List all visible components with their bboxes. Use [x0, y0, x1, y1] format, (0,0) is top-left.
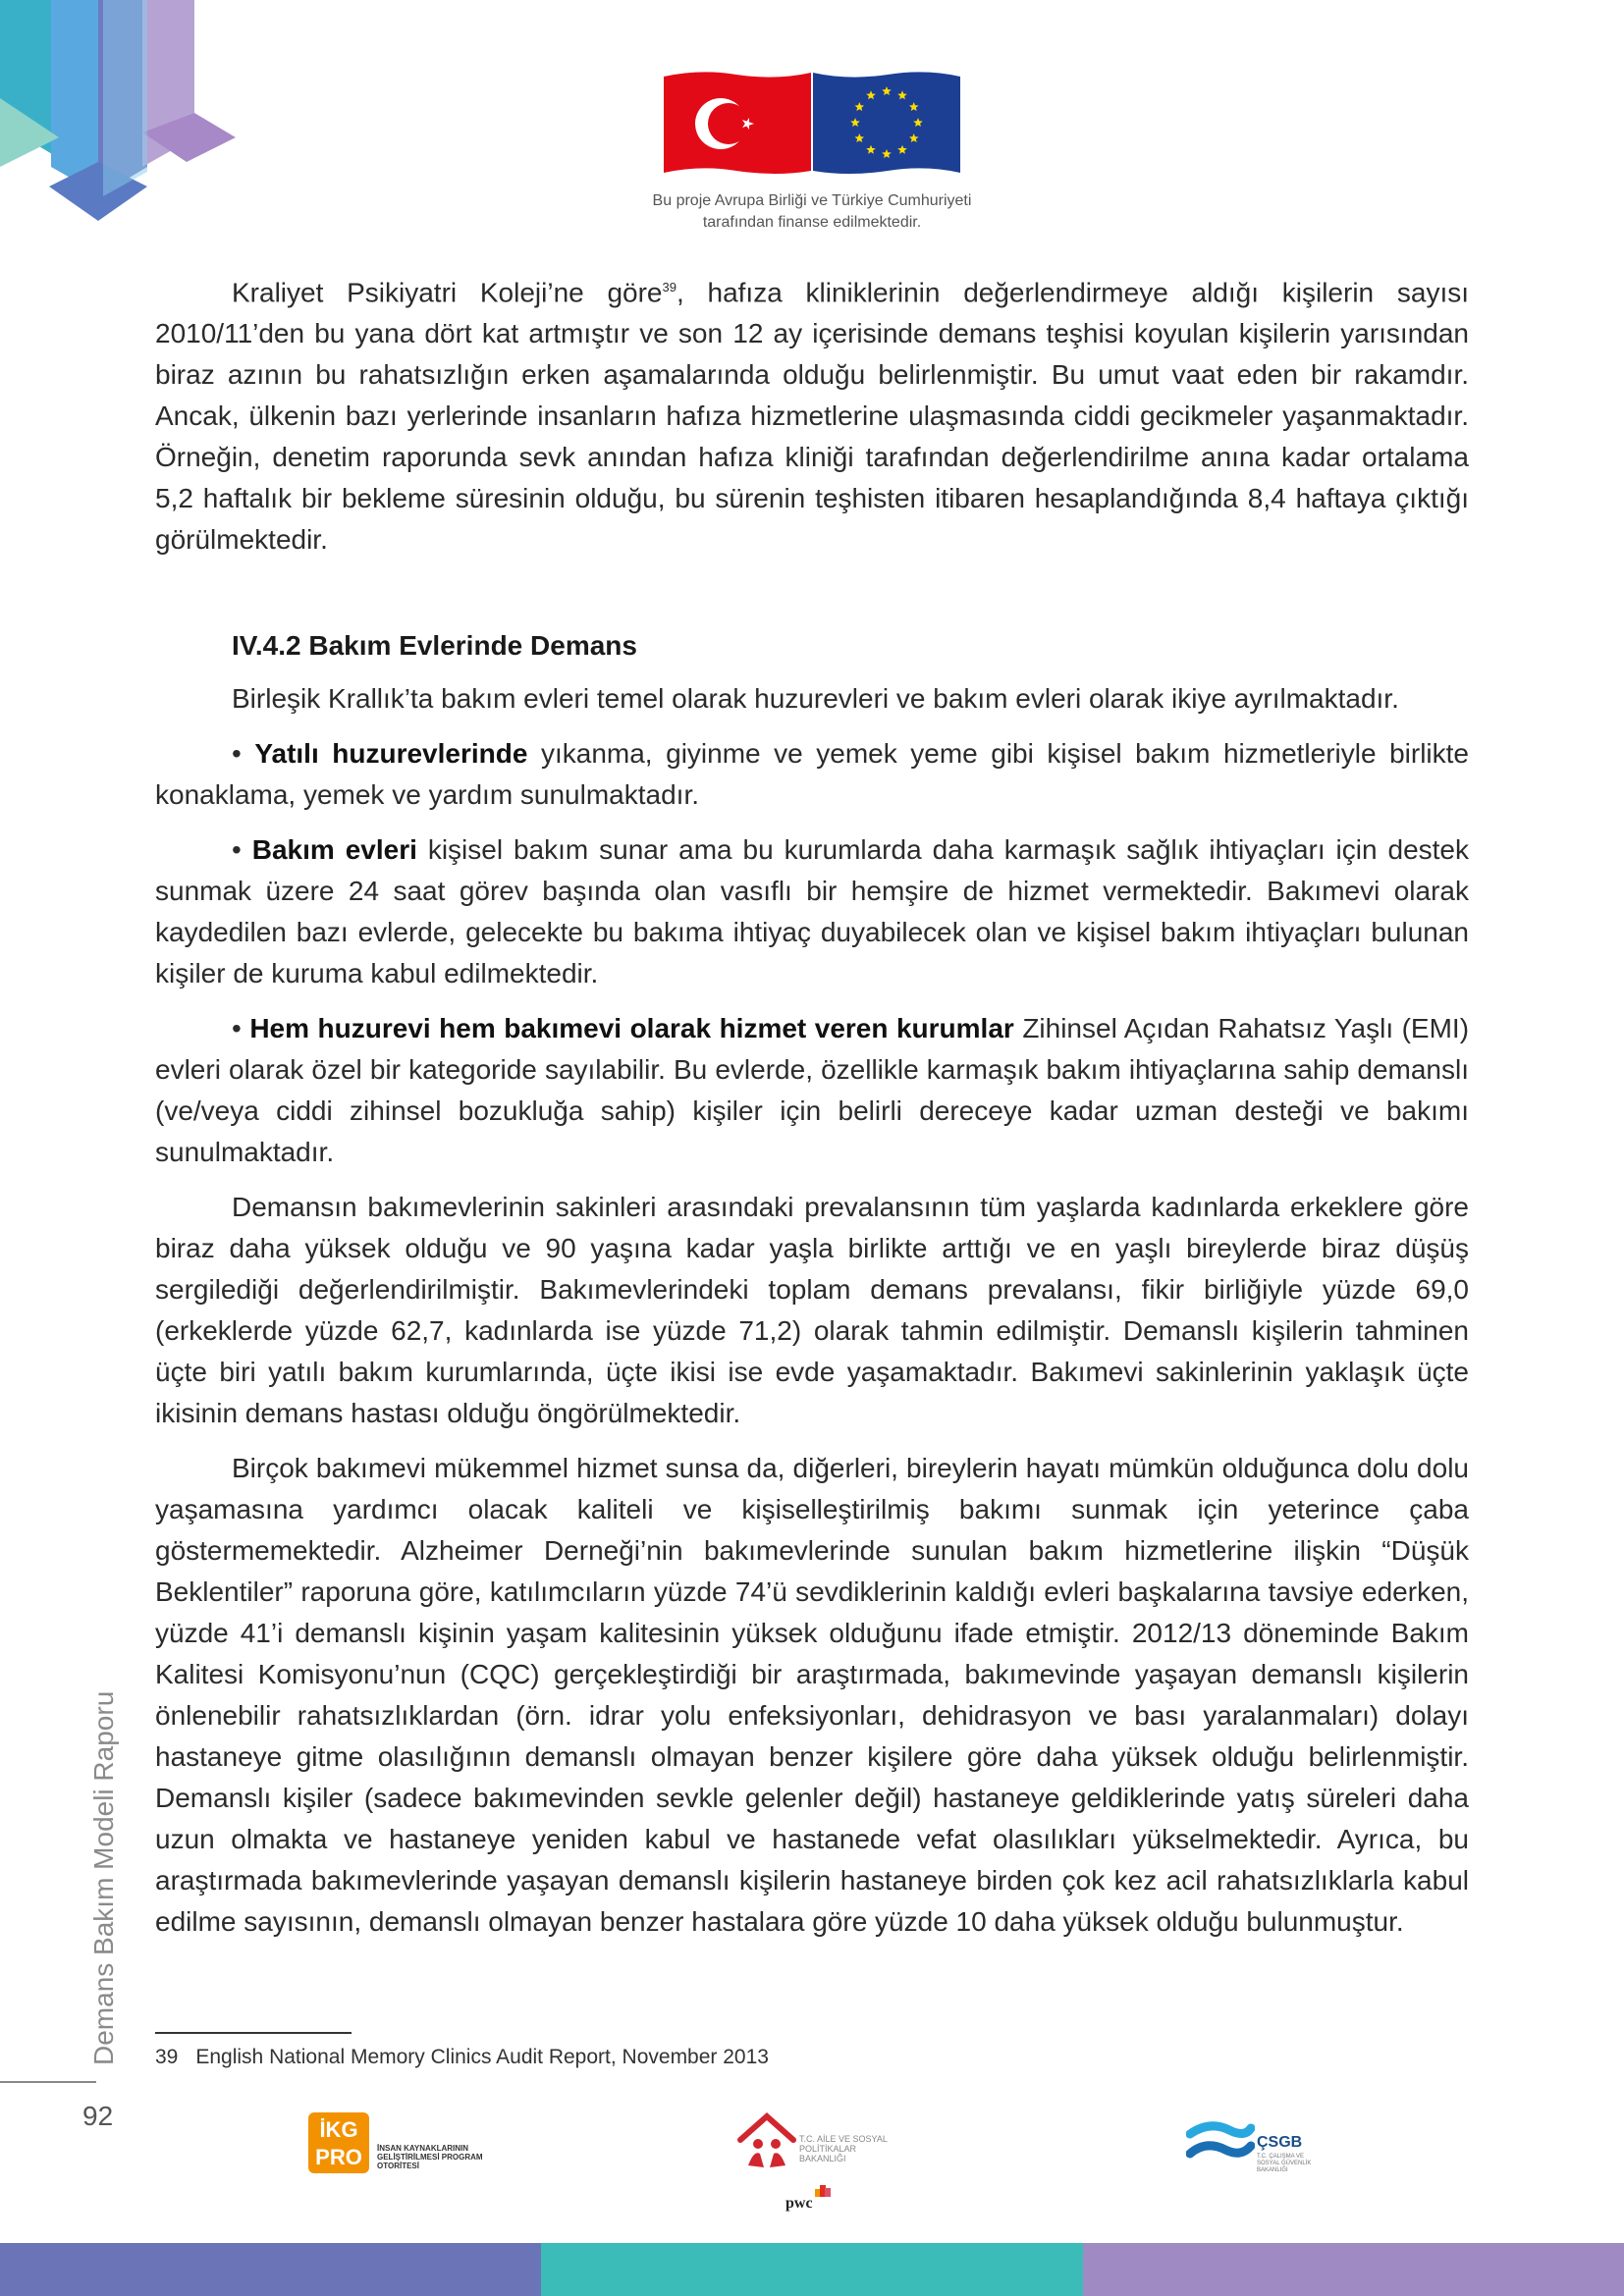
footnote-text: English National Memory Clinics Audit Report, November 2013 [195, 2046, 769, 2068]
paragraph-4: Birçok bakımevi mükemmel hizmet sunsa da, diğerleri, bireylerin hayatı mümkün olduğunca dolu dolu yaşamasına yardımcı olacak kaliteli ve kişiselleştirilmiş bakımı sunmak için yeterince çaba göstermemektedir. Alzheimer Derneği’nin bakımevlerinde sunulan bakım hizmetlerine ilişkin “Düşük Beklentiler” raporuna göre, katılımcıların yüzde 74’ü sevdiklerinin kaldığı evleri başkalarına tavsiye ederken, yüzde 41’i demanslı kişinin yaşam kalitesinin yüksek olduğunu ifade etmiştir. 2012/13 döneminde Bakım Kalitesi Komisyonu’nun (CQC) gerçekleştirdiği bir araştırmada, bakımevinde yaşayan demanslı kişilerin önlenebilir rahatsızlıklardan (örn. idrar yolu enfeksiyonları, dehidrasyon ve bası yaralanmaları) dolayı hastaneye gitme olasılığının demanslı olmayan benzer kişilere göre daha yüksek olduğu belirlenmiştir. Demanslı kişiler (sadece bakımevinden sevkle gelenler değil) hastaneye geldiklerinde yatış süreleri daha uzun olmakta ve hastaneye yeniden kabul ve hastanede vefat olasılıkları yükselmektedir. Ayrıca, bu araştırmada bakımevlerinde yaşayan demanslı kişilerin hastaneye birden çok kez acil rahatsızlıklarla kabul edilme sayısının, demanslı olmayan benzer hastalara göre yüzde 10 daha yüksek olduğu bulunmuştur. [155, 1453, 1469, 1938]
flags-logo [662, 69, 962, 177]
main-content [155, 267, 1469, 1956]
bullet-2-bold: Bakım evleri [251, 834, 417, 866]
pwc-mark-icon [815, 2185, 831, 2197]
bullet-1-text: yıkanma, giyinme ve yemek yeme gibi kişisel bakım hizmetleriyle birlikte konaklama, yemek ve yardım sunulmaktadır. [155, 738, 1470, 811]
csgb-wave-icon [1186, 2120, 1255, 2165]
corner-decoration [0, 0, 245, 236]
bullet-2-text: kişisel bakım sunar ama bu kurumlarda daha karmaşık sağlık ihtiyaçları için destek sunmak üzere 24 saat görev başında olan vasıflı bir hemşire de hizmet vermektedir. Bakımevi olarak kaydedilen bazı evlerde, gelecekte bu bakıma ihtiyaç duyabilecek olan ve kişisel bakım ihtiyaçları bulunan kişiler de kuruma kabul edilmektedir. [155, 834, 1469, 989]
pwc-logo-text: pwc [785, 2195, 813, 2212]
house-hands-icon [734, 2110, 799, 2173]
bottom-bar-right [1083, 2243, 1624, 2296]
flag-caption-line2: tarafından finanse edilmektedir. [702, 214, 922, 231]
aile-bakanligi-logo [734, 2110, 892, 2179]
footnote [155, 2044, 769, 2071]
ikg-badge-line2: PRO [315, 2145, 362, 2169]
bullet-item-1 [155, 733, 1469, 816]
ikg-badge [308, 2112, 369, 2173]
footnote-ref: 39 [662, 280, 677, 294]
bottom-bar-middle [541, 2243, 1082, 2296]
aile-logo-text: T.C. AİLE VE SOSYAL POLİTİKALAR BAKANLIĞI [799, 2134, 888, 2163]
csgb-logo-subtext: T.C. ÇALIŞMA VE SOSYAL GÜVENLİK BAKANLIĞI [1257, 2154, 1312, 2173]
bullet-marker: • [232, 1013, 242, 1044]
ikg-badge-line1: İKG [319, 2117, 358, 2142]
bullet-item-3 [155, 1008, 1469, 1173]
csgb-logo [1186, 2112, 1333, 2181]
paragraph-1-text-b: , hafıza kliniklerinin değerlendirmeye aldığı kişilerin sayısı 2010/11’den bu yana dört kat artmıştır ve son 12 ay içerisinde demans teşhisi koyulan kişilerin yarısından biraz azının bu rahatsızlığın erken aşamalarında olduğu belirlenmiştir. Bu umut vaat eden bir rakamdır. Ancak, ülkenin bazı yerlerinde insanların hafıza hizmetlerine ulaşmasında ciddi gecikmeler yaşanmaktadır. Örneğin, denetim raporunda sevk anından hafıza kliniği tarafından değerlendirilme anına kadar ortalama 5,2 haftalık bir bekleme süresinin olduğu, bu sürenin teşhisten itibaren hesaplandığında 8,4 haftaya çıktığı görülmektedir. [155, 277, 1469, 556]
footnote-rule [155, 2032, 352, 2034]
bullet-item-2 [155, 829, 1469, 994]
section-heading: IV.4.2 Bakım Evlerinde Demans [232, 630, 637, 662]
footnote-number: 39 [155, 2046, 179, 2068]
side-rule [0, 2081, 96, 2083]
csgb-logo-name: ÇSGB [1257, 2134, 1303, 2151]
side-report-title: Demans Bakım Modeli Raporu [88, 1690, 119, 2065]
paragraph-1-text-a: Kraliyet Psikiyatri Koleji’ne göre [232, 277, 663, 308]
pwc-logo [785, 2195, 813, 2213]
flag-caption [589, 190, 1035, 234]
paragraph-3: Demansın bakımevlerinin sakinleri arasındaki prevalansının tüm yaşlarda kadınlarda erkeklere göre biraz daha yüksek olduğu ve 90 yaşına kadar yaşla birlikte arttığı ve en yaşlı bireylerde biraz düşüş sergilediği değerlendirilmiştir. Bakımevlerindeki toplam demans prevalansı, fikir birliğiyle yüzde 69,0 (erkeklerde yüzde 62,7, kadınlarda ise yüzde 71,2) olarak tahmin edilmiştir. Demanslı kişilerin tahminen üçte biri yatılı bakım kurumlarında, üçte ikisi ise evde yaşamaktadır. Bakımevi sakinlerinin yaklaşık üçte ikisinin demans hastası olduğu öngörülmektedir. [155, 1192, 1469, 1429]
bottom-bar-left [0, 2243, 541, 2296]
bottom-color-bar [0, 2243, 1624, 2296]
ikg-logo-text: İNSAN KAYNAKLARININ GELİŞTİRİLMESİ PROGRAM OTORİTESİ [377, 2144, 483, 2170]
bullet-1-bold: Yatılı huzurevlerinde [254, 738, 528, 770]
paragraph-1 [155, 267, 1469, 561]
bullet-3-bold: Hem huzurevi hem bakımevi olarak hizmet veren kurumlar [249, 1013, 1014, 1044]
paragraph-2: Birleşik Krallık’ta bakım evleri temel olarak huzurevleri ve bakım evleri olarak ikiye ayrılmaktadır. [232, 683, 1399, 715]
flag-caption-line1: Bu proje Avrupa Birliği ve Türkiye Cumhuriyeti [652, 192, 972, 209]
bullet-marker: • [232, 738, 242, 770]
bullet-3-text: Zihinsel Açıdan Rahatsız Yaşlı (EMI) evleri olarak özel bir kategoride sayılabilir. Bu evlerde, özellikle karmaşık bakım ihtiyaçlarına sahip demanslı (ve/veya ciddi zihinsel bozukluğa sahip) kişiler için belirli dereceye kadar uzman desteği ve bakımı sunulmaktadır. [155, 1013, 1470, 1168]
ikg-pro-logo [308, 2110, 483, 2179]
bullet-marker: • [232, 834, 242, 866]
page-number: 92 [82, 2101, 114, 2131]
